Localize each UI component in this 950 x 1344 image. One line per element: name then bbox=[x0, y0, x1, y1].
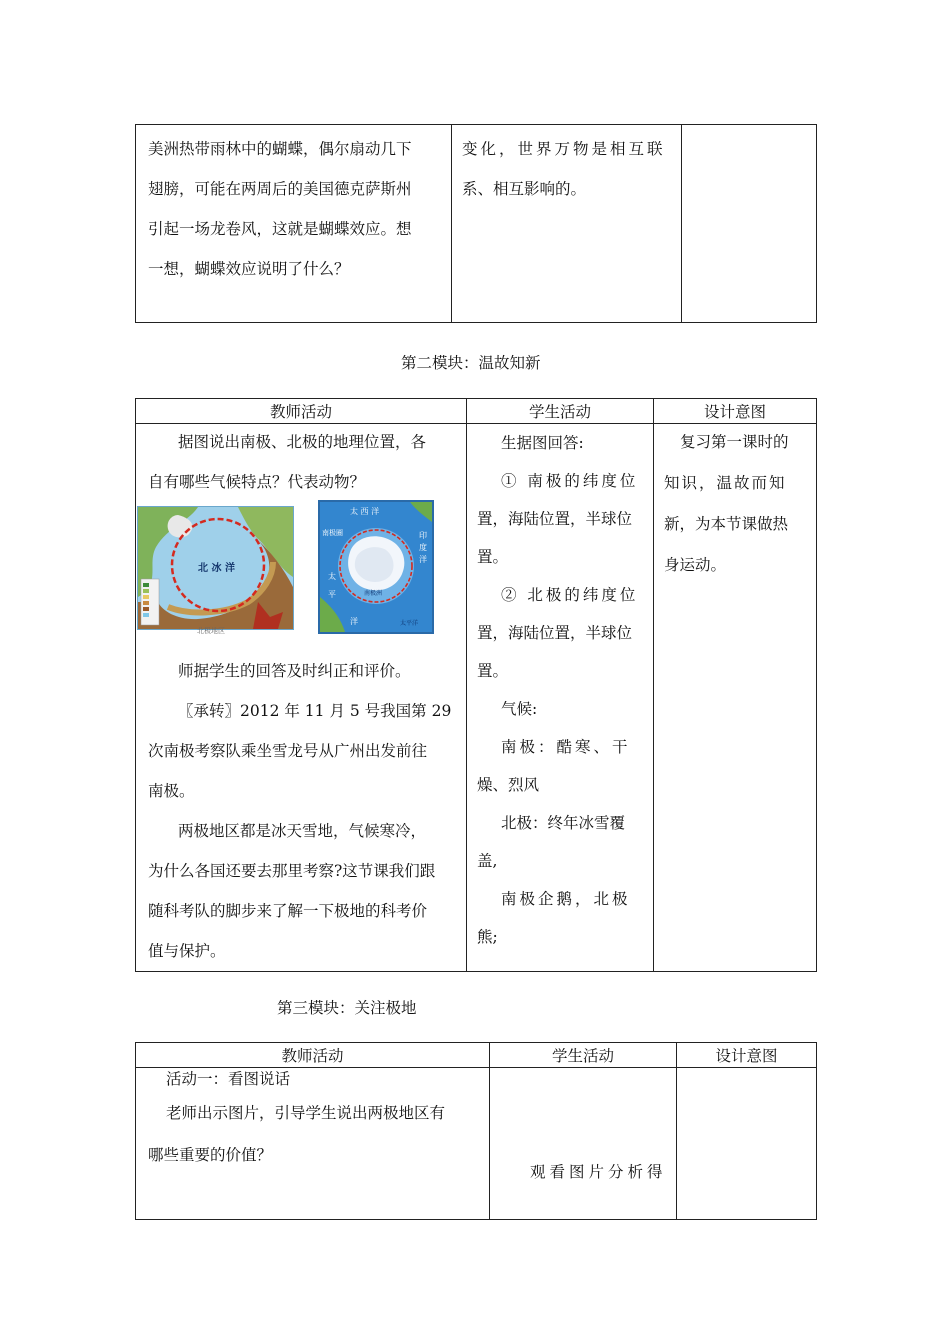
map-label-lower-left: 太 平 bbox=[328, 572, 336, 599]
text-line: 南极：酷寒、干 bbox=[501, 738, 631, 756]
antarctic-map-graphic bbox=[320, 502, 432, 632]
text-line: 置。 bbox=[477, 548, 509, 566]
cell-student bbox=[467, 424, 654, 972]
table-module3 bbox=[135, 1042, 817, 1220]
text-line: ① 南极的纬度位 bbox=[501, 472, 639, 490]
text-line: 自有哪些气候特点？代表动物？ bbox=[148, 473, 366, 491]
header-teacher: 教师活动 bbox=[136, 1043, 490, 1068]
text-line: 置，海陆位置，半球位 bbox=[477, 510, 633, 528]
text-line: 南极企鹅，北极 bbox=[501, 890, 631, 908]
module3-heading: 第三模块：关注极地 bbox=[277, 999, 417, 1017]
map-label-bottom: 洋 bbox=[350, 617, 358, 626]
map-label-center: 南极洲 bbox=[364, 590, 383, 597]
text-line: 知识，温故而知 bbox=[664, 474, 787, 492]
text-line: 北极：终年冰雪覆 bbox=[501, 814, 626, 832]
header-student: 学生活动 bbox=[467, 399, 654, 424]
map-label-bottom-right: 太平洋 bbox=[400, 620, 419, 627]
text-line: 盖, bbox=[477, 852, 498, 870]
map-label-right: 印 度 洋 bbox=[419, 531, 427, 564]
antarctic-map-image bbox=[318, 500, 434, 634]
text-line: 身运动。 bbox=[664, 556, 727, 574]
table-module2 bbox=[135, 398, 817, 972]
text-line: 美洲热带雨林中的蝴蝶，偶尔扇动几下 bbox=[148, 140, 412, 158]
table-butterfly-effect bbox=[135, 124, 817, 323]
text-line: 两极地区都是冰天雪地，气候寒冷， bbox=[178, 822, 427, 840]
text-line: 生据图回答: bbox=[501, 434, 584, 452]
text-line: 观看图片分析得 bbox=[530, 1163, 667, 1181]
text-line: 置，海陆位置，半球位 bbox=[477, 624, 633, 642]
text-line: 一想，蝴蝶效应说明了什么？ bbox=[148, 260, 350, 278]
header-student: 学生活动 bbox=[490, 1043, 677, 1068]
cell-teacher bbox=[136, 125, 452, 323]
text-line: 熊; bbox=[477, 928, 498, 946]
text-line: 系、相互影响的。 bbox=[462, 180, 587, 198]
text-line: 置。 bbox=[477, 662, 509, 680]
arctic-map-caption: 北极地区 bbox=[197, 627, 225, 635]
text-line: 随科考队的脚步来了解一下极地的科考价 bbox=[148, 902, 428, 920]
text-line: 为什么各国还要去那里考察?这节课我们跟 bbox=[148, 862, 436, 880]
text-line: 师据学生的回答及时纠正和评价。 bbox=[178, 662, 411, 680]
text-line: 哪些重要的价值？ bbox=[148, 1146, 273, 1164]
arctic-map-image bbox=[137, 506, 294, 630]
map-label-arctic-ocean: 北 冰 洋 bbox=[198, 563, 235, 574]
header-intent: 设计意图 bbox=[654, 399, 817, 424]
text-line: 次南极考察队乘坐雪龙号从广州出发前往 bbox=[148, 742, 428, 760]
text-line: 南极。 bbox=[148, 782, 195, 800]
header-intent: 设计意图 bbox=[677, 1043, 817, 1068]
header-teacher: 教师活动 bbox=[136, 399, 467, 424]
cell-intent bbox=[682, 125, 817, 323]
text-line: 〖承转〗2012 年 11 月 5 号我国第 29 bbox=[178, 702, 452, 720]
text-line: 老师出示图片，引导学生说出两极地区有 bbox=[166, 1104, 446, 1122]
map-label-top: 太 西 洋 bbox=[350, 507, 380, 516]
text-line: 复习第一课时的 bbox=[680, 433, 789, 451]
text-line: 燥、烈风 bbox=[477, 776, 540, 794]
text-line: 气候: bbox=[501, 700, 538, 718]
text-line: 值与保护。 bbox=[148, 942, 226, 960]
text-line: ② 北极的纬度位 bbox=[501, 586, 639, 604]
text-line: 活动一：看图说话 bbox=[166, 1070, 291, 1088]
text-line: 引起一场龙卷风，这就是蝴蝶效应。想 bbox=[148, 220, 412, 238]
cell-teacher bbox=[136, 1068, 490, 1220]
cell-student bbox=[452, 125, 682, 323]
cell-student bbox=[490, 1068, 677, 1220]
text-line: 据图说出南极、北极的地理位置，各 bbox=[178, 433, 427, 451]
cell-intent bbox=[677, 1068, 817, 1220]
module2-heading: 第二模块：温故知新 bbox=[401, 354, 541, 372]
map-label-left: 南极圈 bbox=[322, 529, 343, 537]
text-line: 新，为本节课做热 bbox=[664, 515, 789, 533]
text-line: 翅膀，可能在两周后的美国德克萨斯州 bbox=[148, 180, 412, 198]
text-line: 变化，世界万物是相互联 bbox=[462, 140, 666, 158]
cell-intent bbox=[654, 424, 817, 972]
